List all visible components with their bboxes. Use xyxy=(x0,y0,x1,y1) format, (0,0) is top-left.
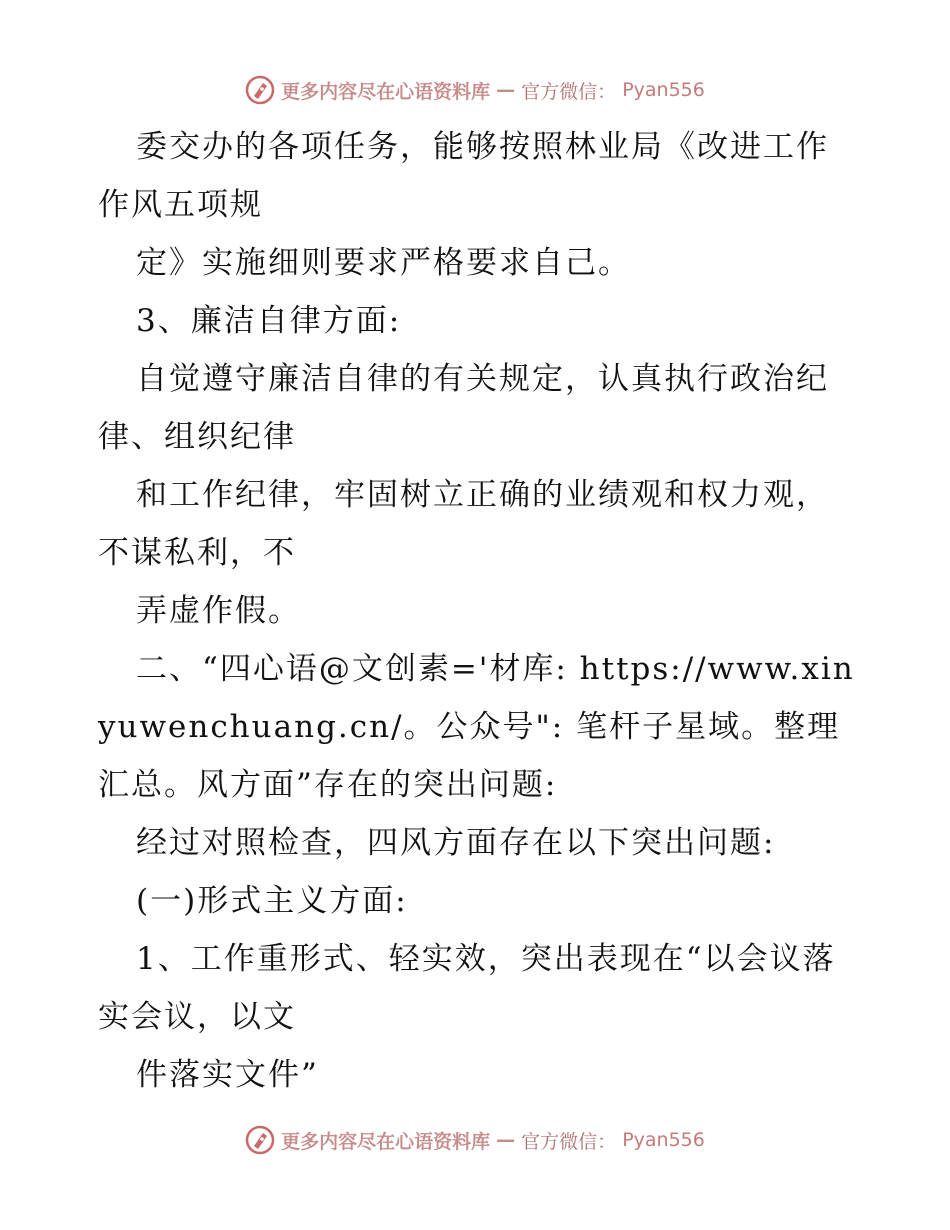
watermark-banner xyxy=(245,75,705,105)
paragraph-8: 经过对照检查，四风方面存在以下突出问题: xyxy=(136,825,776,861)
paragraph-3-heading: 3、廉洁自律方面: xyxy=(136,303,402,339)
paragraph-10: 1、工作重形式、轻实效，突出表现在“以会议落实会议，以文 xyxy=(98,941,836,1035)
paragraph-1: 委交办的各项任务，能够按照林业局《改进工作作风五项规 xyxy=(98,129,829,223)
watermark-site-text: 更多内容尽在心语资料库 xyxy=(281,80,491,103)
watermark-contact-id: Pyan556 xyxy=(622,1129,705,1151)
watermark-dash: — xyxy=(496,1129,516,1151)
pen-nib-logo-icon xyxy=(245,1125,275,1155)
document-body xyxy=(98,118,858,1104)
watermark-contact-label: 官方微信： xyxy=(521,80,617,103)
paragraph-7-section-heading: 二、“四心语@文创素='材库: https://www.xinyuwenchuang.cn/。公众号": 笔杆子星域。整理汇总。风方面”存在的突出问题: xyxy=(98,651,855,803)
paragraph-4: 自觉遵守廉洁自律的有关规定，认真执行政治纪律、组织纪律 xyxy=(98,361,829,455)
paragraph-5: 和工作纪律，牢固树立正确的业绩观和权力观，不谋私利，不 xyxy=(98,477,829,571)
pen-nib-logo-icon xyxy=(245,75,275,105)
page-header-watermark xyxy=(0,70,950,110)
watermark-contact-id: Pyan556 xyxy=(622,79,705,101)
paragraph-9-heading: (一)形式主义方面: xyxy=(136,883,408,919)
watermark-site-text: 更多内容尽在心语资料库 xyxy=(281,1130,491,1153)
paragraph-6: 弄虚作假。 xyxy=(136,593,301,629)
watermark-dash: — xyxy=(496,79,516,101)
page-footer-watermark xyxy=(0,1120,950,1160)
paragraph-2: 定》实施细则要求严格要求自己。 xyxy=(136,245,631,281)
watermark-banner-footer xyxy=(245,1125,705,1155)
watermark-contact-label: 官方微信： xyxy=(521,1130,617,1153)
paragraph-11: 件落实文件” xyxy=(136,1057,319,1093)
